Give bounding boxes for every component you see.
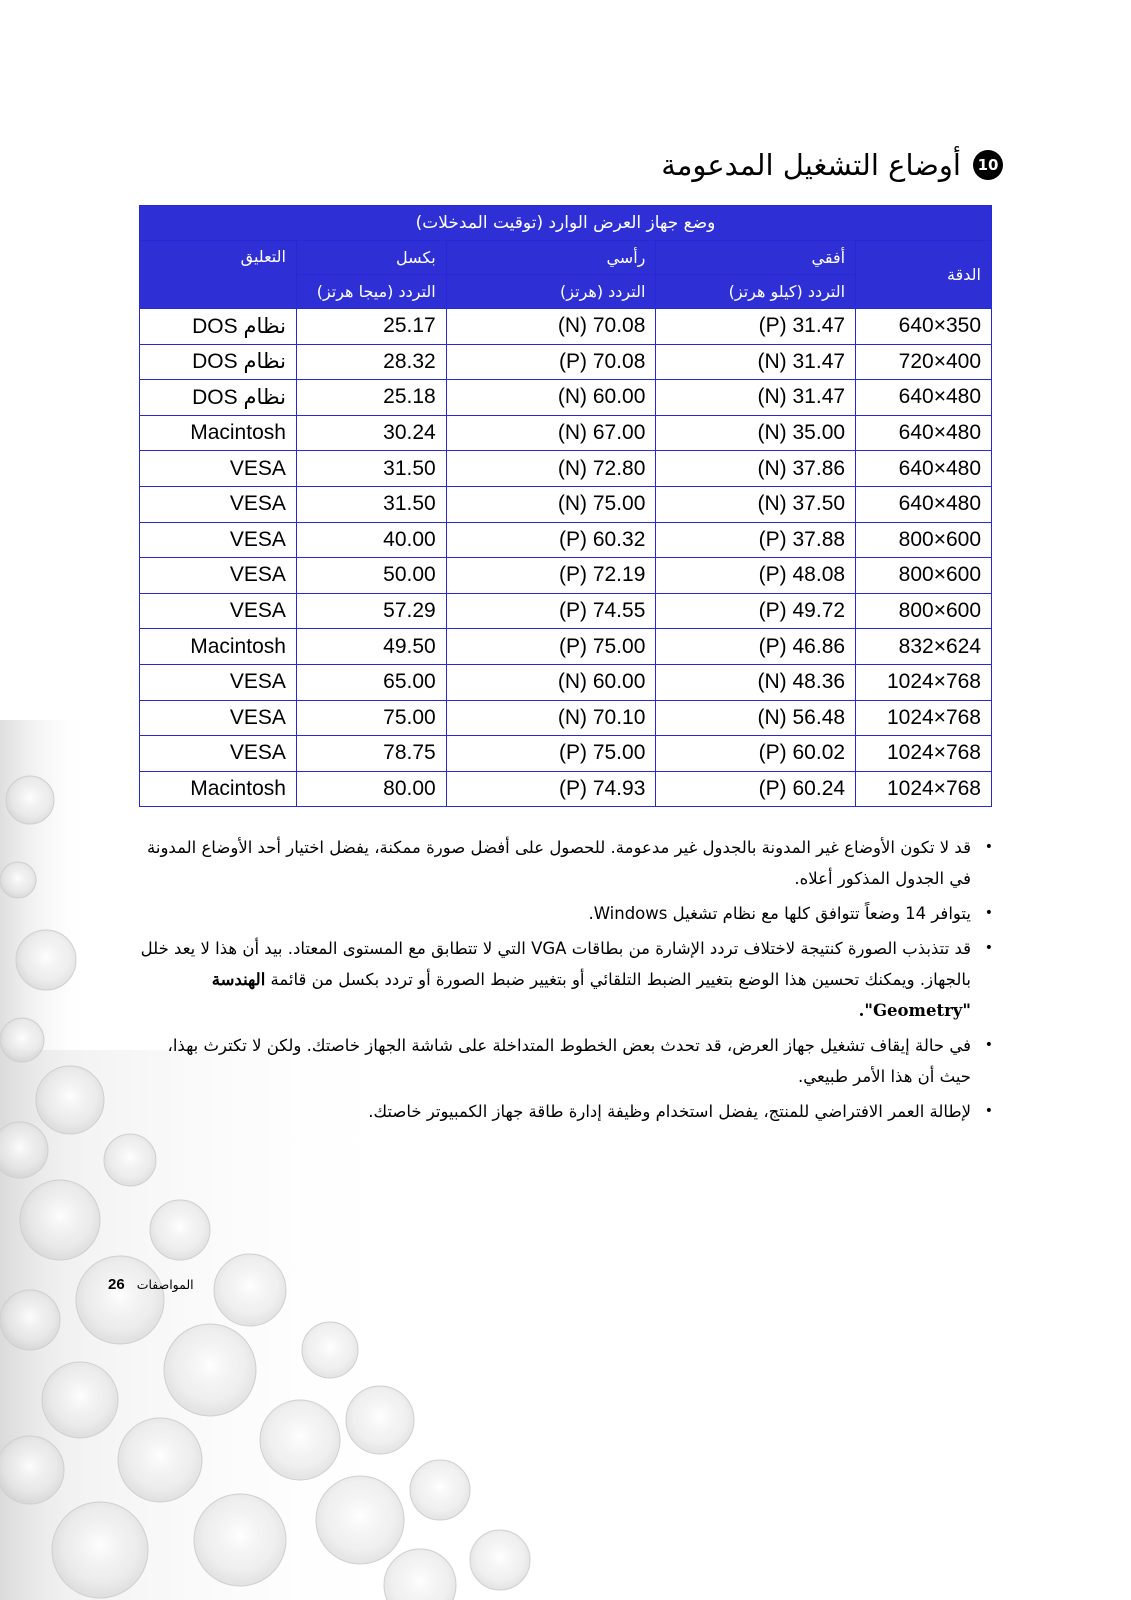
cell-horizontal-freq: (N) 31.47 [656, 380, 856, 416]
cell-resolution: 1024×768 [856, 664, 992, 700]
note-item [133, 933, 993, 1026]
table-row [140, 558, 992, 594]
cell-resolution: 640×480 [856, 415, 992, 451]
table-row [140, 593, 992, 629]
cell-resolution: 1024×768 [856, 700, 992, 736]
cell-resolution: 1024×768 [856, 736, 992, 772]
cell-comment: Macintosh [140, 771, 297, 807]
notes-list [133, 832, 993, 1131]
cell-vertical-freq: (N) 70.08 [446, 309, 656, 345]
header-pixel-unit: التردد (ميجا هرتز) [296, 275, 446, 309]
cell-pixel-clock: 78.75 [296, 736, 446, 772]
cell-vertical-freq: (P) 75.00 [446, 736, 656, 772]
header-comment: التعليق [140, 241, 297, 309]
cell-vertical-freq: (P) 74.93 [446, 771, 656, 807]
cell-horizontal-freq: (N) 48.36 [656, 664, 856, 700]
cell-resolution: 1024×768 [856, 771, 992, 807]
cell-comment: VESA [140, 522, 297, 558]
cell-resolution: 640×350 [856, 309, 992, 345]
table-row [140, 380, 992, 416]
header-vertical: رأسي [446, 241, 656, 275]
table-row [140, 451, 992, 487]
note-item [133, 1030, 993, 1092]
cell-pixel-clock: 40.00 [296, 522, 446, 558]
table-row [140, 664, 992, 700]
cell-horizontal-freq: (N) 56.48 [656, 700, 856, 736]
table-row [140, 486, 992, 522]
cell-pixel-clock: 75.00 [296, 700, 446, 736]
cell-comment: VESA [140, 558, 297, 594]
table-row [140, 629, 992, 665]
cell-comment: VESA [140, 486, 297, 522]
page-footer [108, 1276, 194, 1293]
cell-pixel-clock: 80.00 [296, 771, 446, 807]
section-heading [661, 148, 1003, 182]
cell-horizontal-freq: (P) 60.02 [656, 736, 856, 772]
cell-horizontal-freq: (P) 37.88 [656, 522, 856, 558]
cell-vertical-freq: (N) 60.00 [446, 380, 656, 416]
cell-resolution: 640×480 [856, 486, 992, 522]
header-pixel: بكسل [296, 241, 446, 275]
cell-vertical-freq: (N) 67.00 [446, 415, 656, 451]
note-text: لإطالة العمر الافتراضي للمنتج، يفضل استخدام وظيفة إدارة طاقة جهاز الكمبيوتر خاصتك. [368, 1102, 971, 1121]
cell-vertical-freq: (P) 72.19 [446, 558, 656, 594]
cell-comment: VESA [140, 700, 297, 736]
cell-horizontal-freq: (P) 49.72 [656, 593, 856, 629]
note-bold-term-en: "Geometry". [858, 1001, 971, 1020]
note-item [133, 1096, 993, 1127]
section-title: أوضاع التشغيل المدعومة [661, 148, 961, 182]
cell-comment: Macintosh [140, 415, 297, 451]
note-text: قد لا تكون الأوضاع غير المدونة بالجدول غير مدعومة. للحصول على أفضل صورة ممكنة، يفضل اختيار أحد الأوضاع المدونة في الجدول المذكور أعلاه. [147, 838, 971, 888]
cell-resolution: 800×600 [856, 558, 992, 594]
cell-resolution: 832×624 [856, 629, 992, 665]
note-item [133, 832, 993, 894]
cell-vertical-freq: (P) 75.00 [446, 629, 656, 665]
cell-resolution: 640×480 [856, 451, 992, 487]
cell-horizontal-freq: (N) 37.86 [656, 451, 856, 487]
cell-pixel-clock: 31.50 [296, 486, 446, 522]
cell-horizontal-freq: (N) 37.50 [656, 486, 856, 522]
cell-resolution: 640×480 [856, 380, 992, 416]
timing-table [139, 205, 992, 807]
header-horizontal: أفقي [656, 241, 856, 275]
cell-pixel-clock: 31.50 [296, 451, 446, 487]
cell-horizontal-freq: (N) 31.47 [656, 344, 856, 380]
cell-resolution: 800×600 [856, 593, 992, 629]
cell-pixel-clock: 65.00 [296, 664, 446, 700]
cell-comment: نظام DOS [140, 344, 297, 380]
note-text: يتوافر 14 وضعاً تتوافق كلها مع نظام تشغيل Windows. [588, 904, 971, 923]
page-number: 26 [108, 1276, 125, 1293]
cell-comment: VESA [140, 451, 297, 487]
cell-pixel-clock: 25.18 [296, 380, 446, 416]
table-title: وضع جهاز العرض الوارد (توقيت المدخلات) [140, 206, 992, 241]
table-row [140, 344, 992, 380]
cell-pixel-clock: 30.24 [296, 415, 446, 451]
cell-pixel-clock: 50.00 [296, 558, 446, 594]
cell-vertical-freq: (N) 70.10 [446, 700, 656, 736]
cell-comment: VESA [140, 736, 297, 772]
cell-resolution: 720×400 [856, 344, 992, 380]
note-text: قد تتذبذب الصورة كنتيجة لاختلاف تردد الإشارة من بطاقات VGA التي لا تتطابق مع المستوى المعتاد. بيد أن هذا لا يعد خلل بالجهاز. ويمكنك تحسين هذا الوضع بتغيير الضبط التلقائي أو بتغيير ضبط الصورة أو تردد بكسل من قائمة [140, 939, 971, 989]
cell-resolution: 800×600 [856, 522, 992, 558]
cell-vertical-freq: (N) 60.00 [446, 664, 656, 700]
header-horizontal-unit: التردد (كيلو هرتز) [656, 275, 856, 309]
cell-comment: Macintosh [140, 629, 297, 665]
cell-pixel-clock: 49.50 [296, 629, 446, 665]
cell-comment: نظام DOS [140, 380, 297, 416]
cell-comment: VESA [140, 664, 297, 700]
table-row [140, 700, 992, 736]
cell-horizontal-freq: (P) 60.24 [656, 771, 856, 807]
cell-pixel-clock: 57.29 [296, 593, 446, 629]
cell-comment: VESA [140, 593, 297, 629]
header-vertical-unit: التردد (هرتز) [446, 275, 656, 309]
header-resolution: الدقة [856, 241, 992, 309]
cell-horizontal-freq: (P) 46.86 [656, 629, 856, 665]
cell-pixel-clock: 25.17 [296, 309, 446, 345]
cell-vertical-freq: (P) 60.32 [446, 522, 656, 558]
cell-vertical-freq: (P) 74.55 [446, 593, 656, 629]
note-item [133, 898, 993, 929]
footer-section-name: المواصفات [136, 1277, 194, 1292]
note-text: في حالة إيقاف تشغيل جهاز العرض، قد تحدث بعض الخطوط المتداخلة على شاشة الجهاز خاصتك. ولكن لا تكترث بهذا، حيث أن هذا الأمر طبيعي. [167, 1036, 971, 1086]
cell-comment: نظام DOS [140, 309, 297, 345]
cell-vertical-freq: (N) 75.00 [446, 486, 656, 522]
cell-vertical-freq: (N) 72.80 [446, 451, 656, 487]
cell-horizontal-freq: (N) 35.00 [656, 415, 856, 451]
cell-vertical-freq: (P) 70.08 [446, 344, 656, 380]
cell-horizontal-freq: (P) 31.47 [656, 309, 856, 345]
table-row [140, 771, 992, 807]
table-row [140, 309, 992, 345]
note-bold-term: الهندسة [211, 970, 266, 989]
section-number-badge: 10 [973, 150, 1003, 180]
cell-horizontal-freq: (P) 48.08 [656, 558, 856, 594]
table-row [140, 415, 992, 451]
table-row [140, 522, 992, 558]
cell-pixel-clock: 28.32 [296, 344, 446, 380]
table-row [140, 736, 992, 772]
